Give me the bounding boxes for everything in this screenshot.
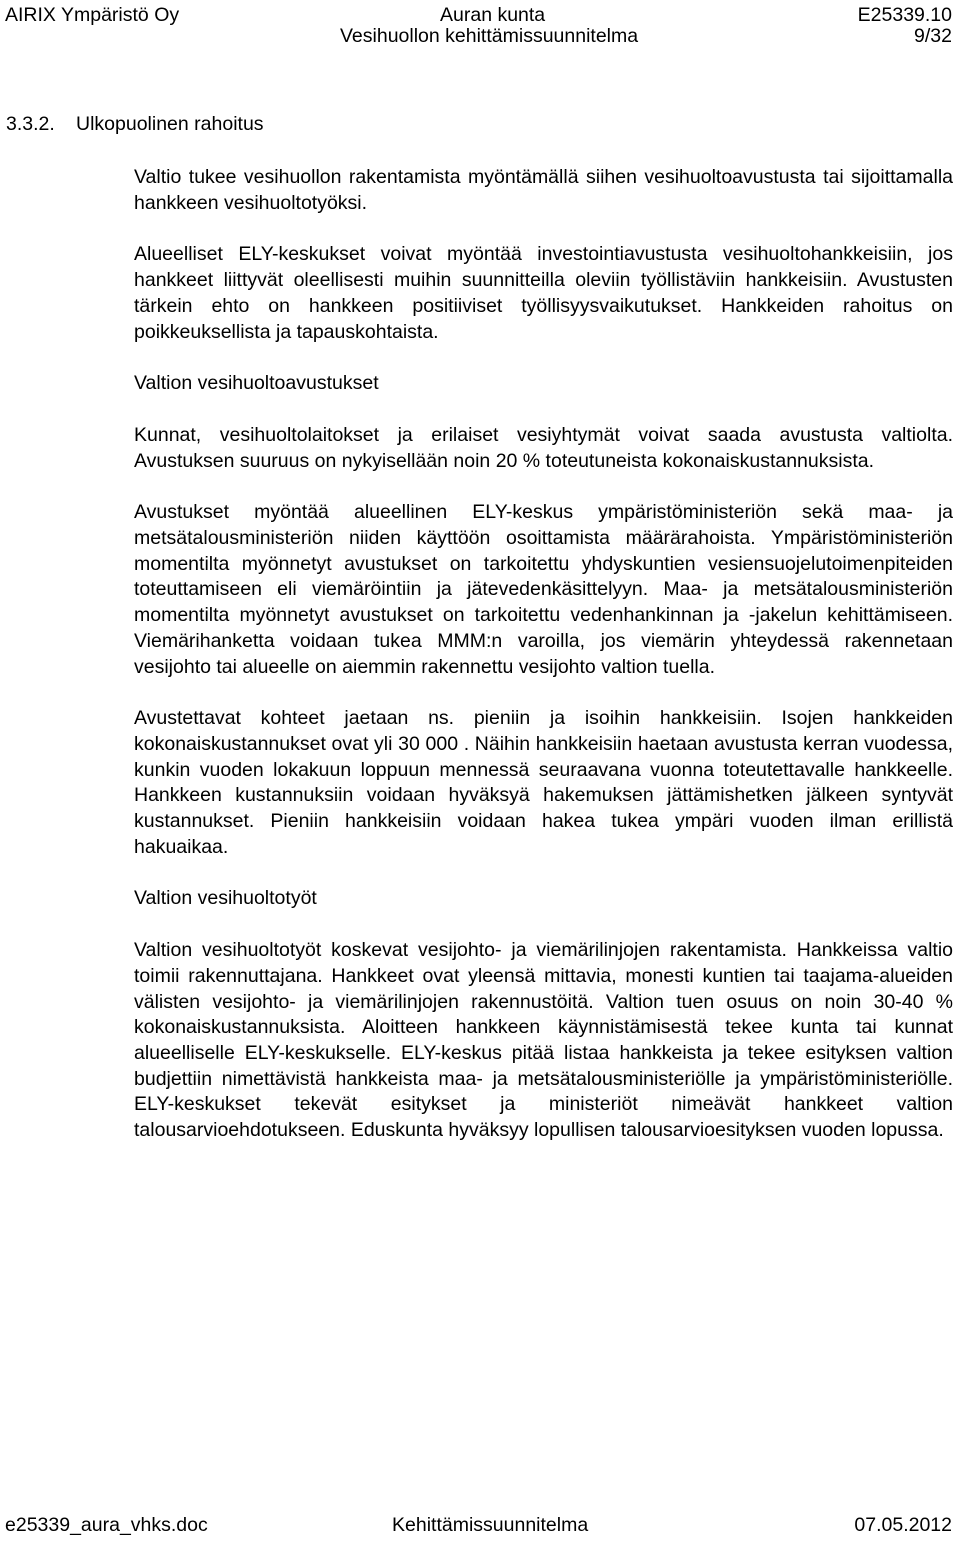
section-number: 3.3.2. xyxy=(6,113,55,135)
body-paragraph: Avustukset myöntää alueellinen ELY-keskus ympäristöministeriön sekä maa- ja metsätalousministeriön niiden käyttöön osoittamista määrärahoista. Ympäristöministeriön momentilta myönnetyt avustukset on tarkoitettu yhdyskuntien vesiensuojelutoimenpiteiden toteuttamiseen eli viemäröintiin ja jätevedenkäsittelyyn. Maa- ja metsätalousministeriön momentilta myönnetyt avustukset on tarkoitettu vedenhankinnan ja -jakelun kehittämiseen. Viemärihanketta voidaan tukea MMM:n varoilla, jos viemärin yhteydessä rakennetaan vesijohto tai alueelle on aiemmin rakennettu vesijohto valtion tuella. xyxy=(134,501,953,678)
body-paragraph: Kunnat, vesihuoltolaitokset ja erilaiset vesiyhtymät voivat saada avustusta valtiolta. Avustuksen suuruus on nykyisellään noin 20 % toteutuneista kokonaiskustannuksista. xyxy=(134,423,953,472)
subheading-state-grants: Valtion vesihuoltoavustukset xyxy=(134,372,379,395)
header-municipality: Auran kunta xyxy=(440,4,546,26)
header-company: AIRIX Ympäristö Oy xyxy=(5,4,180,26)
section-heading xyxy=(6,112,264,136)
header-project-code: E25339.10 xyxy=(857,4,952,26)
section-title: Ulkopuolinen rahoitus xyxy=(76,113,264,135)
header-page-number: 9/32 xyxy=(914,25,952,47)
body-paragraph: Avustettavat kohteet jaetaan ns. pieniin ja isoihin hankkeisiin. Isojen hankkeiden kokonaiskustannukset ovat yli 30 000 . Näihin hankkeisiin haetaan avustusta kerran vuodessa, kunkin vuoden lokakuun loppuun mennessä seuraavana vuonna toteutettavalle hankkeelle. Hankkeen kustannuksiin voidaan hyväksyä hakemuksen jättämishetken jälkeen syntyvät kustannukset. Pieniin hankkeisiin voidaan hakea tukea ympäri vuoden ilman erillistä hakuaikaa. xyxy=(134,707,953,858)
document-body xyxy=(134,165,953,1170)
footer-document-name: Kehittämissuunnitelma xyxy=(392,1514,589,1536)
subheading-state-works: Valtion vesihuoltotyöt xyxy=(134,887,317,910)
body-paragraph: Alueelliset ELY-keskukset voivat myöntää investointiavustusta vesihuoltohankkeisiin, jos hankkeet liittyvät oleellisesti muihin suunnitteilla oleviin työllistäviin hankkeisiin. Avustusten tärkein ehto on hankkeen positiiviset työllisyysvaikutukset. Hankkeiden rahoitus on poikkeuksellista ja tapauskohtaista. xyxy=(134,243,953,343)
header-document-title: Vesihuollon kehittämissuunnitelma xyxy=(340,25,639,47)
footer-date: 07.05.2012 xyxy=(854,1514,952,1536)
body-paragraph: Valtion vesihuoltotyöt koskevat vesijohto- ja viemärilinjojen rakentamista. Hankkeissa valtio toimii rakennuttajana. Hankkeet ovat yleensä mittavia, monesti kuntien tai taajama-alueiden välisten vesijohto- ja viemärilinjojen rakennustöitä. Valtion tuen osuus on noin 30-40 % kokonaiskustannuksista. Aloitteen hankkeen käynnistämisestä tekee kunta tai kunnat alueelliselle ELY-keskukselle. ELY-keskus pitää listaa hankkeista ja tekee esityksen valtion budjettiin nimettävistä hankkeista maa- ja metsätalousministeriölle ja ympäristöministeriölle. ELY-keskukset tekevät esitykset ja ministeriöt nimeävät hankkeet valtion talousarvioehdotukseen. Eduskunta hyväksyy lopullisen talousarvioesityksen vuoden lopussa. xyxy=(134,939,953,1142)
body-paragraph: Valtio tukee vesihuollon rakentamista myöntämällä siihen vesihuoltoavustusta tai sijoittamalla hankkeen vesihuoltotyöksi. xyxy=(134,166,953,214)
footer-filename: e25339_aura_vhks.doc xyxy=(5,1514,208,1536)
